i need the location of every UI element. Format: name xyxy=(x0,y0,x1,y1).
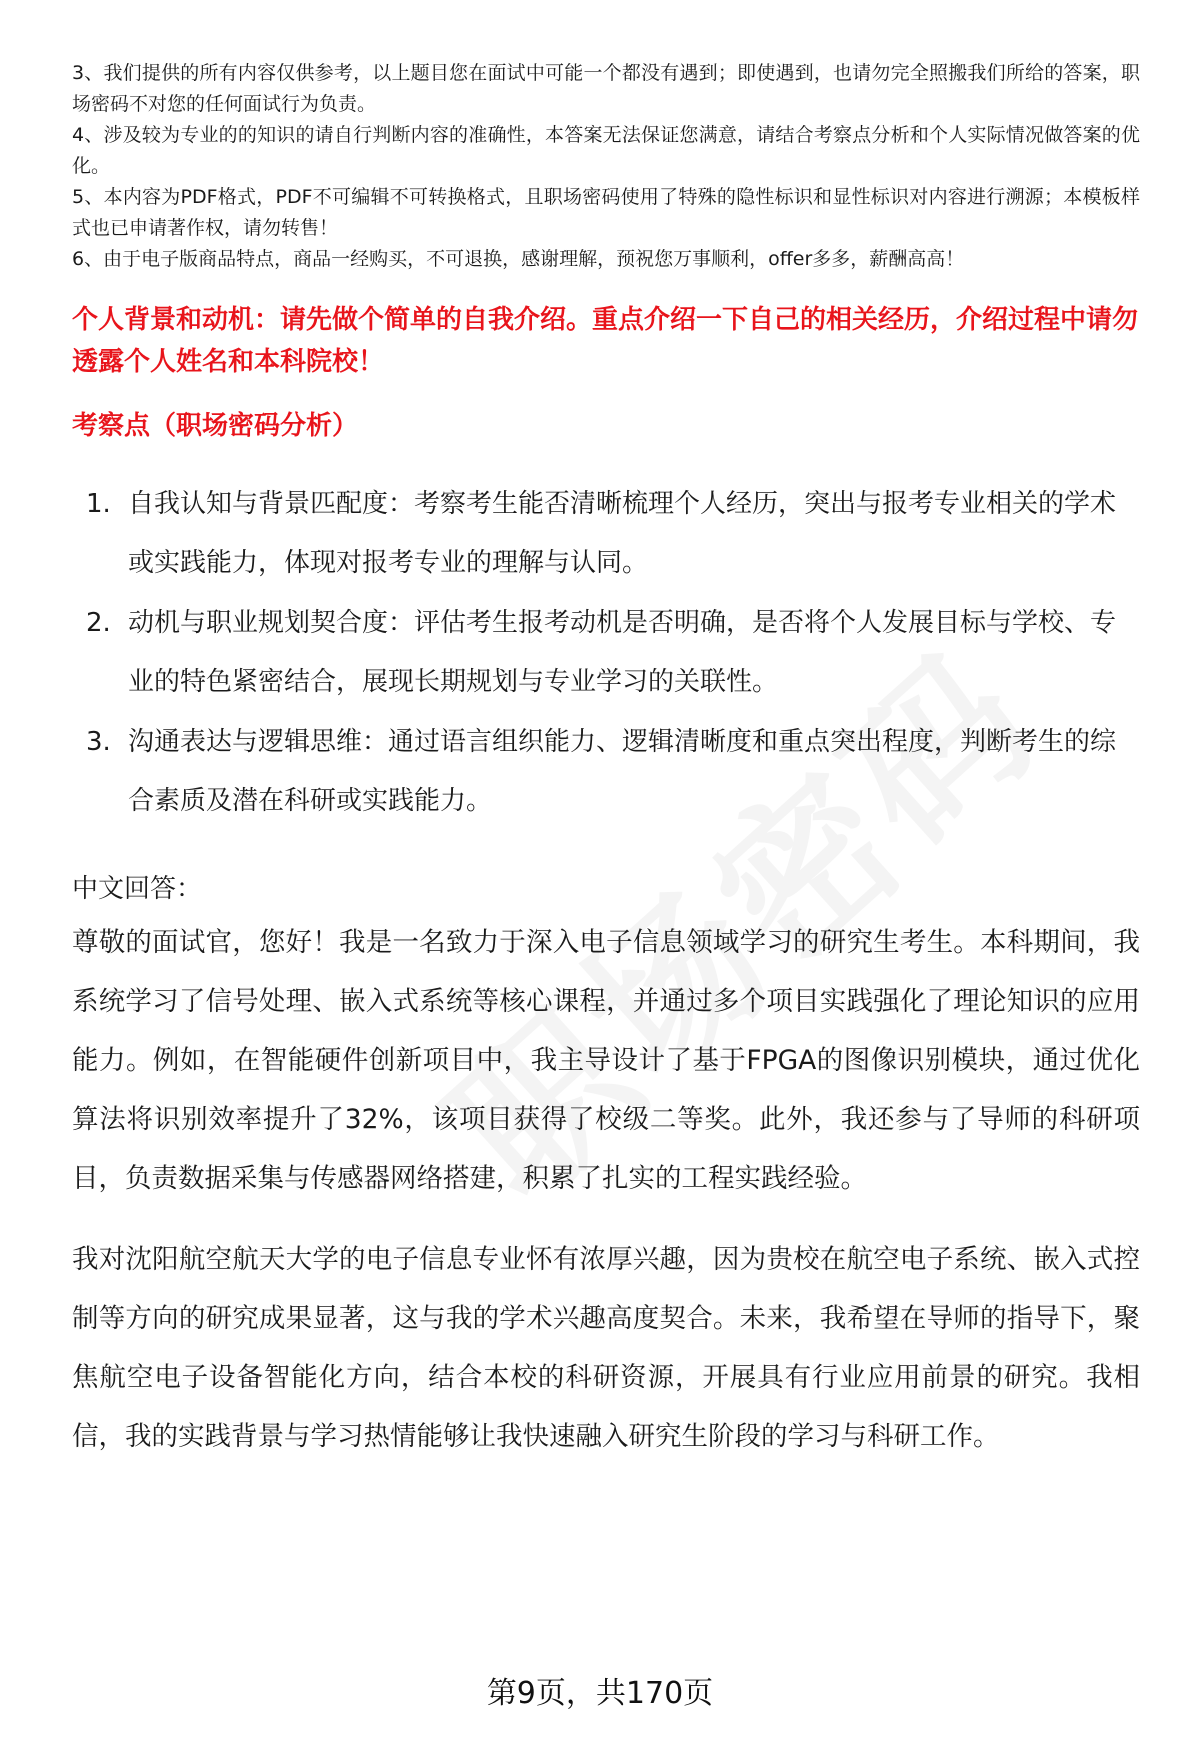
analysis-points xyxy=(72,475,1140,831)
note-5: 5、本内容为PDF格式，PDF不可编辑不可转换格式，且职场密码使用了特殊的隐性标识和显性标识对内容进行溯源；本模板样式也已申请著作权，请勿转售！ xyxy=(72,186,1140,239)
answer-body xyxy=(72,913,1140,1466)
point-number: 1. xyxy=(86,489,111,519)
point-text: 自我认知与背景匹配度：考察考生能否清晰梳理个人经历，突出与报考专业相关的学术或实践能力，体现对报考专业的理解与认同。 xyxy=(128,489,1117,578)
note-6: 6、由于电子版商品特点，商品一经购买，不可退换，感谢理解，预祝您万事顺利，offer多多，薪酬高高！ xyxy=(72,248,965,270)
analysis-point xyxy=(72,713,1140,831)
point-text: 沟通表达与逻辑思维：通过语言组织能力、逻辑清晰度和重点突出程度，判断考生的综合素质及潜在科研或实践能力。 xyxy=(128,727,1117,816)
note-3: 3、我们提供的所有内容仅供参考，以上题目您在面试中可能一个都没有遇到；即使遇到，也请勿完全照搬我们所给的答案，职场密码不对您的任何面试行为负责。 xyxy=(72,62,1140,115)
point-number: 3. xyxy=(86,727,111,757)
point-number: 2. xyxy=(86,608,111,638)
page-footer: 第9页，共170页 xyxy=(486,1676,714,1711)
answer-label: 中文回答： xyxy=(72,874,203,904)
analysis-point xyxy=(72,594,1140,712)
page-content xyxy=(72,58,1140,1466)
note-4: 4、涉及较为专业的的知识的请自行判断内容的准确性，本答案无法保证您满意，请结合考察点分析和个人实际情况做答案的优化。 xyxy=(72,124,1140,177)
question-heading: 个人背景和动机：请先做个简单的自我介绍。重点介绍一下自己的相关经历，介绍过程中请勿透露个人姓名和本科院校！ xyxy=(72,305,1139,377)
analysis-heading: 考察点（职场密码分析） xyxy=(72,411,359,441)
answer-paragraph: 尊敬的面试官，您好！我是一名致力于深入电子信息领域学习的研究生考生。本科期间，我系统学习了信号处理、嵌入式系统等核心课程，并通过多个项目实践强化了理论知识的应用能力。例如，在智能硬件创新项目中，我主导设计了基于FPGA的图像识别模块，通过优化算法将识别效率提升了32%，该项目获得了校级二等奖。此外，我还参与了导师的科研项目，负责数据采集与传感器网络搭建，积累了扎实的工程实践经验。 xyxy=(72,927,1140,1194)
analysis-point xyxy=(72,475,1140,593)
point-text: 动机与职业规划契合度：评估考生报考动机是否明确，是否将个人发展目标与学校、专业的特色紧密结合，展现长期规划与专业学习的关联性。 xyxy=(128,608,1117,697)
disclaimer-notes xyxy=(72,58,1140,275)
answer-paragraph: 我对沈阳航空航天大学的电子信息专业怀有浓厚兴趣，因为贵校在航空电子系统、嵌入式控制等方向的研究成果显著，这与我的学术兴趣高度契合。未来，我希望在导师的指导下，聚焦航空电子设备智能化方向，结合本校的科研资源，开展具有行业应用前景的研究。我相信，我的实践背景与学习热情能够让我快速融入研究生阶段的学习与科研工作。 xyxy=(72,1244,1140,1452)
